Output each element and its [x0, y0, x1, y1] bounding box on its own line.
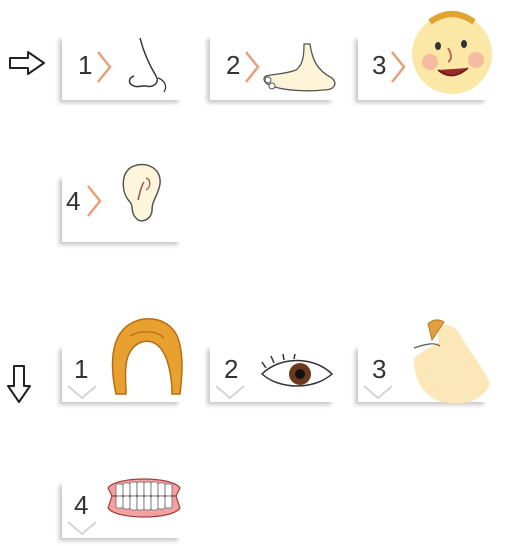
down-clue-1: [62, 340, 187, 402]
clue-number: 2: [226, 50, 241, 80]
chevron-right-icon: [86, 184, 102, 218]
arrow-right-icon: [8, 50, 46, 76]
foot-icon: [260, 40, 338, 96]
clue-number: 4: [66, 186, 81, 216]
hair-icon: [106, 316, 186, 400]
chevron-right-icon: [390, 50, 406, 84]
across-clue-2: [210, 30, 340, 100]
clue-number: 2: [224, 354, 239, 384]
across-clue-1: [62, 30, 187, 100]
down-clue-4: [62, 476, 187, 538]
clue-number: 1: [74, 354, 89, 384]
chevron-down-icon: [362, 384, 394, 400]
ear-icon: [118, 162, 168, 226]
down-clue-2: [210, 340, 340, 402]
nose-icon: [120, 36, 180, 96]
clue-number: 3: [372, 50, 387, 80]
arrow-down-icon: [6, 364, 32, 404]
chevron-right-icon: [96, 50, 112, 84]
chevron-down-icon: [66, 384, 98, 400]
face-icon: [410, 10, 494, 94]
clue-number: 4: [74, 490, 89, 520]
chevron-right-icon: [244, 50, 260, 84]
across-clue-4: [62, 170, 187, 242]
chevron-down-icon: [214, 384, 246, 400]
eye-icon: [260, 354, 334, 394]
down-clue-3: [358, 340, 493, 402]
chevron-down-icon: [66, 520, 98, 536]
clue-number: 1: [78, 50, 93, 80]
shoulder-icon: [410, 318, 492, 408]
teeth-icon: [106, 474, 182, 522]
clue-number: 3: [372, 354, 387, 384]
across-clue-3: [358, 30, 493, 100]
